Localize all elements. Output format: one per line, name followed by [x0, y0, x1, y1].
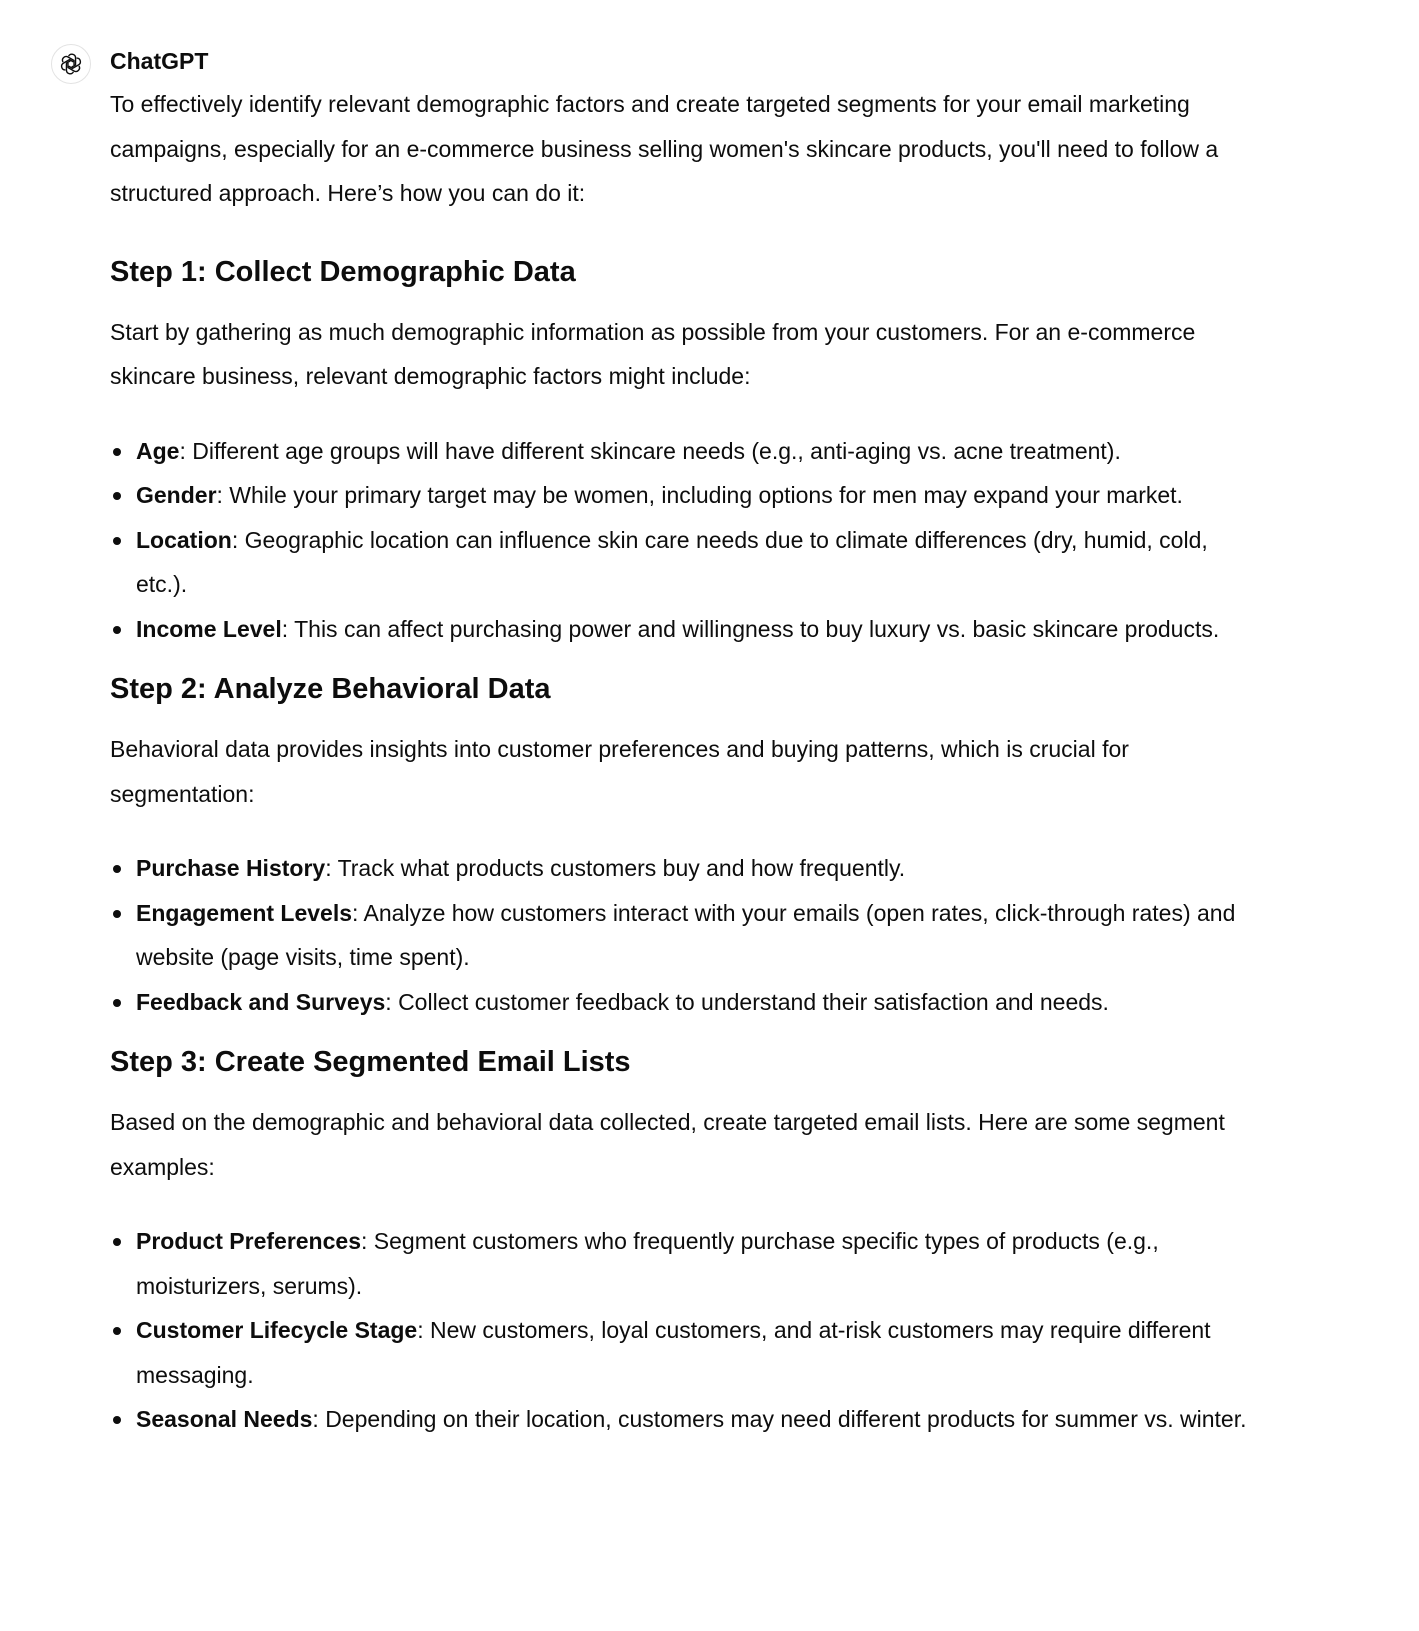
list-item-text: : Depending on their location, customers may need different products for summer vs. winter. — [312, 1406, 1247, 1432]
intro-paragraph: To effectively identify relevant demographic factors and create targeted segments for your email marketing campaigns, especially for an e-commerce business selling women's skincare products, you'll need to follow a structured approach. Here’s how you can do it: — [110, 91, 1219, 206]
step-1-list — [110, 429, 1260, 652]
openai-logo-icon — [58, 51, 84, 77]
list-item-term: Seasonal Needs — [136, 1406, 313, 1432]
step-2-paragraph: Behavioral data provides insights into customer preferences and buying patterns, which is crucial for segmentation: — [110, 736, 1129, 807]
bullet-icon — [113, 492, 121, 500]
list-item-text: : Track what products customers buy and how frequently. — [325, 855, 906, 881]
bullet-icon — [113, 448, 121, 456]
list-item-text: : Different age groups will have different skincare needs (e.g., anti-aging vs. acne treatment). — [179, 437, 1121, 464]
bullet-icon — [113, 999, 121, 1007]
bullet-icon — [113, 626, 121, 634]
message-content — [110, 82, 1260, 1442]
list-item — [110, 607, 1260, 652]
list-item — [110, 891, 1260, 980]
bullet-icon — [113, 1416, 121, 1424]
bullet-icon — [113, 537, 121, 545]
list-item-term: Age — [136, 437, 180, 464]
list-item — [110, 518, 1260, 607]
list-item-text: : New customers, loyal customers, and at-risk customers may require different messaging. — [136, 1317, 1211, 1388]
list-item — [110, 846, 1260, 891]
list-item — [110, 473, 1260, 518]
message-author: ChatGPT — [110, 48, 209, 74]
bullet-icon — [113, 1327, 121, 1335]
step-3-heading: Step 3: Create Segmented Email Lists — [110, 1046, 631, 1078]
step-2-heading: Step 2: Analyze Behavioral Data — [110, 673, 551, 705]
step-3-paragraph: Based on the demographic and behavioral data collected, create targeted email lists. Here are some segment examples: — [110, 1109, 1225, 1180]
list-item-text: : Geographic location can influence skin care needs due to climate differences (dry, humid, cold, etc.). — [136, 526, 1208, 597]
list-item-term: Feedback and Surveys — [136, 988, 386, 1015]
list-item-term: Engagement Levels — [136, 899, 353, 926]
list-item-term: Customer Lifecycle Stage — [136, 1317, 418, 1343]
list-item — [110, 1219, 1260, 1308]
list-item — [110, 429, 1260, 474]
list-item-text: : This can affect purchasing power and willingness to buy luxury vs. basic skincare products. — [281, 615, 1220, 642]
list-item — [110, 980, 1260, 1025]
avatar — [51, 44, 91, 84]
bullet-icon — [113, 1238, 121, 1246]
bullet-icon — [113, 865, 121, 873]
list-item-text: : Collect customer feedback to understand their satisfaction and needs. — [385, 988, 1109, 1015]
step-3-list — [110, 1219, 1260, 1442]
list-item-text: : Analyze how customers interact with your emails (open rates, click-through rates) and website (page visits, time spent). — [136, 899, 1236, 970]
step-2-list — [110, 846, 1260, 1024]
list-item-term: Gender — [136, 482, 217, 508]
list-item-term: Product Preferences — [136, 1228, 361, 1254]
list-item-text: : Segment customers who frequently purchase specific types of products (e.g., moisturizers, serums). — [136, 1228, 1159, 1299]
list-item-term: Income Level — [136, 615, 282, 642]
list-item-term: Location — [136, 526, 232, 553]
step-1-heading: Step 1: Collect Demographic Data — [110, 255, 576, 288]
list-item-term: Purchase History — [136, 855, 326, 881]
bullet-icon — [113, 910, 121, 918]
list-item — [110, 1397, 1260, 1442]
list-item — [110, 1308, 1260, 1397]
step-1-paragraph: Start by gathering as much demographic information as possible from your customers. For an e-commerce skincare business, relevant demographic factors might include: — [110, 318, 1196, 389]
list-item-text: : While your primary target may be women, including options for men may expand your market. — [216, 482, 1183, 508]
